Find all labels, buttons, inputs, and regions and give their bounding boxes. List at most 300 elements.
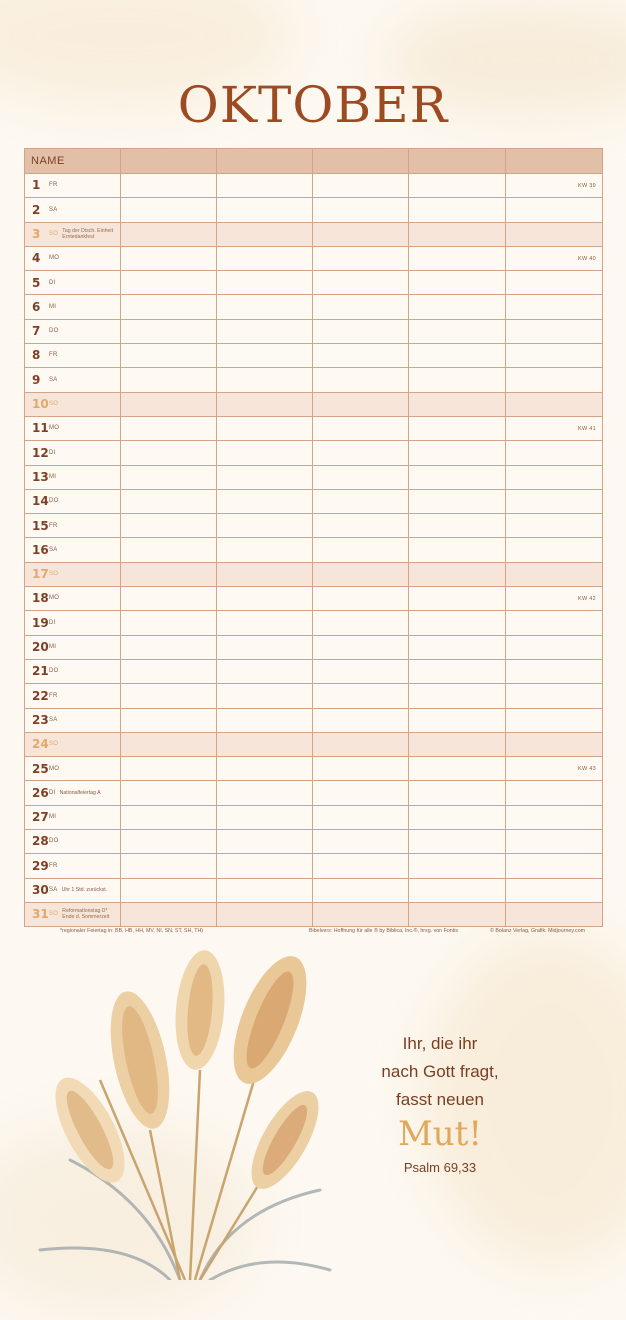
footer-bible-credit: Bibelvers: Hoffnung für alle ® by Biblica, Inc.®, hrsg. von Fontis: [309, 928, 459, 934]
weekday-label: DI: [49, 789, 56, 796]
day-row: [25, 319, 603, 343]
entry-cell[interactable]: [506, 902, 603, 926]
entry-cell[interactable]: [409, 441, 506, 465]
weekday-label: MO: [49, 255, 60, 262]
entry-cell[interactable]: [313, 635, 409, 659]
holiday-note: Tag der Dtsch. Einheit Erntedankfest: [62, 228, 114, 240]
entry-cell[interactable]: [409, 732, 506, 756]
day-number: 21: [32, 664, 49, 679]
entry-cell[interactable]: [409, 538, 506, 562]
entry-cell[interactable]: [409, 319, 506, 343]
day-number: 5: [32, 275, 41, 290]
weekday-label: SO: [49, 401, 59, 408]
day-number: 20: [32, 640, 49, 655]
footer-holiday-note: *regionaler Feiertag in: BB, HB, HH, MV, NI, SN, ST, SH, TH): [60, 928, 204, 934]
day-row: [25, 587, 603, 611]
entry-cell[interactable]: [409, 611, 506, 635]
day-cell[interactable]: [25, 659, 121, 683]
entry-cell[interactable]: [217, 781, 313, 805]
weekday-label: FR: [49, 352, 58, 359]
entry-cell[interactable]: [121, 295, 217, 319]
entry-cell[interactable]: [217, 659, 313, 683]
day-number: 26: [32, 785, 49, 800]
calendar-week-label: KW 40: [577, 255, 596, 262]
entry-cell[interactable]: [121, 757, 217, 781]
weekday-label: SA: [49, 376, 58, 383]
entry-cell[interactable]: [217, 854, 313, 878]
day-row: [25, 684, 603, 708]
weekday-label: FR: [49, 182, 58, 189]
entry-cell[interactable]: [121, 902, 217, 926]
day-row: [25, 222, 603, 246]
weekday-label: SA: [49, 887, 58, 894]
day-cell[interactable]: [25, 854, 121, 878]
day-row: [25, 174, 603, 198]
weekday-label: DO: [49, 498, 59, 505]
day-cell[interactable]: [25, 538, 121, 562]
entry-cell[interactable]: [506, 854, 603, 878]
day-cell[interactable]: [25, 805, 121, 829]
entry-cell[interactable]: [506, 732, 603, 756]
day-cell[interactable]: [25, 562, 121, 586]
entry-cell[interactable]: [506, 295, 603, 319]
day-cell[interactable]: [25, 902, 121, 926]
entry-cell[interactable]: [313, 587, 409, 611]
entry-cell[interactable]: [409, 708, 506, 732]
entry-cell[interactable]: [313, 392, 409, 416]
entry-cell[interactable]: [121, 732, 217, 756]
name-column-header[interactable]: [409, 149, 506, 174]
weekday-label: FR: [49, 522, 58, 529]
day-row: [25, 441, 603, 465]
entry-cell[interactable]: [506, 465, 603, 489]
entry-cell[interactable]: [506, 878, 603, 902]
family-planner-table: [24, 148, 603, 927]
quote-highlight-word: Mut!: [397, 1114, 483, 1154]
entry-cell[interactable]: [313, 538, 409, 562]
day-cell[interactable]: [25, 732, 121, 756]
day-number: 18: [32, 591, 49, 606]
entry-cell[interactable]: [506, 416, 603, 440]
calendar-week-label: KW 43: [577, 766, 596, 773]
weekday-label: SO: [49, 911, 59, 918]
name-column-header[interactable]: [121, 149, 217, 174]
entry-cell[interactable]: [217, 441, 313, 465]
entry-cell[interactable]: [313, 732, 409, 756]
entry-cell[interactable]: [506, 246, 603, 270]
entry-cell[interactable]: [217, 708, 313, 732]
month-title: OKTOBER: [177, 76, 449, 134]
entry-cell[interactable]: [313, 781, 409, 805]
entry-cell[interactable]: [313, 416, 409, 440]
weekday-label: SA: [49, 206, 58, 213]
entry-cell[interactable]: [409, 587, 506, 611]
entry-cell[interactable]: [121, 441, 217, 465]
entry-cell[interactable]: [121, 708, 217, 732]
entry-cell[interactable]: [121, 416, 217, 440]
entry-cell[interactable]: [313, 344, 409, 368]
weekday-label: SA: [49, 546, 58, 553]
entry-cell[interactable]: [121, 271, 217, 295]
entry-cell[interactable]: [217, 514, 313, 538]
entry-cell[interactable]: [217, 757, 313, 781]
entry-cell[interactable]: [506, 538, 603, 562]
holiday-note: Uhr 1 Std. zurückst.: [61, 887, 108, 894]
entry-cell[interactable]: [409, 174, 506, 198]
weekday-label: DO: [49, 838, 59, 845]
entry-cell[interactable]: [121, 514, 217, 538]
entry-cell[interactable]: [121, 854, 217, 878]
entry-cell[interactable]: [217, 392, 313, 416]
entry-cell[interactable]: [217, 635, 313, 659]
weekday-label: DI: [49, 619, 56, 626]
weekday-label: MI: [49, 303, 57, 310]
weekday-label: MO: [49, 765, 60, 772]
day-row: [25, 368, 603, 392]
bible-verse-quote: [370, 1030, 510, 1175]
weekday-label: DO: [49, 668, 59, 675]
entry-cell[interactable]: [121, 659, 217, 683]
entry-cell[interactable]: [217, 732, 313, 756]
entry-cell[interactable]: [409, 781, 506, 805]
entry-cell[interactable]: [409, 659, 506, 683]
day-number: 3: [32, 227, 41, 241]
entry-cell[interactable]: [313, 805, 409, 829]
entry-cell[interactable]: [506, 392, 603, 416]
entry-cell[interactable]: [313, 465, 409, 489]
entry-cell[interactable]: [121, 198, 217, 222]
day-cell[interactable]: [25, 878, 121, 902]
day-cell[interactable]: [25, 489, 121, 513]
holiday-note: Nationalfeiertag A: [59, 789, 101, 796]
entry-cell[interactable]: [121, 344, 217, 368]
entry-cell[interactable]: [506, 805, 603, 829]
day-number: 10: [32, 397, 49, 412]
day-cell[interactable]: [25, 781, 121, 805]
entry-cell[interactable]: [217, 587, 313, 611]
day-cell[interactable]: [25, 246, 121, 270]
day-cell[interactable]: [25, 441, 121, 465]
entry-cell[interactable]: [506, 174, 603, 198]
day-number: 23: [32, 712, 49, 727]
entry-cell[interactable]: [409, 830, 506, 854]
day-cell[interactable]: [25, 635, 121, 659]
entry-cell[interactable]: [217, 246, 313, 270]
entry-cell[interactable]: [313, 854, 409, 878]
entry-cell[interactable]: [409, 878, 506, 902]
day-row: [25, 198, 603, 222]
day-number: 13: [32, 469, 49, 484]
calendar-body: [25, 174, 603, 927]
day-cell[interactable]: [25, 611, 121, 635]
entry-cell[interactable]: [121, 611, 217, 635]
entry-cell[interactable]: [313, 174, 409, 198]
day-row: [25, 295, 603, 319]
entry-cell[interactable]: [506, 684, 603, 708]
day-cell[interactable]: [25, 222, 121, 246]
day-cell[interactable]: [25, 708, 121, 732]
day-number: 19: [32, 615, 49, 630]
weekday-label: SO: [49, 231, 59, 237]
day-cell[interactable]: [25, 416, 121, 440]
weekday-label: SO: [49, 741, 59, 748]
calendar-week-label: KW 39: [577, 183, 596, 189]
day-row: [25, 854, 603, 878]
entry-cell[interactable]: [313, 198, 409, 222]
entry-cell[interactable]: [409, 344, 506, 368]
name-column-header[interactable]: [506, 149, 603, 174]
entry-cell[interactable]: [313, 611, 409, 635]
entry-cell[interactable]: [121, 830, 217, 854]
entry-cell[interactable]: [506, 271, 603, 295]
day-row: [25, 830, 603, 854]
entry-cell[interactable]: [409, 198, 506, 222]
name-header: NAME: [25, 149, 121, 174]
day-number: 15: [32, 518, 49, 533]
entry-cell[interactable]: [409, 805, 506, 829]
day-cell[interactable]: [25, 392, 121, 416]
entry-cell[interactable]: [217, 295, 313, 319]
day-number: 30: [32, 883, 49, 898]
entry-cell[interactable]: [409, 489, 506, 513]
day-cell[interactable]: [25, 830, 121, 854]
entry-cell[interactable]: [121, 635, 217, 659]
day-cell[interactable]: [25, 295, 121, 319]
entry-cell[interactable]: [409, 295, 506, 319]
weekday-label: MO: [49, 595, 60, 602]
entry-cell[interactable]: [313, 222, 409, 246]
entry-cell[interactable]: [217, 878, 313, 902]
entry-cell[interactable]: [313, 441, 409, 465]
entry-cell[interactable]: [217, 805, 313, 829]
day-row: [25, 781, 603, 805]
entry-cell[interactable]: [409, 271, 506, 295]
entry-cell[interactable]: [121, 878, 217, 902]
day-row: [25, 708, 603, 732]
entry-cell[interactable]: [217, 368, 313, 392]
day-cell[interactable]: [25, 368, 121, 392]
day-row: [25, 538, 603, 562]
entry-cell[interactable]: [121, 319, 217, 343]
quote-line: fasst neuen: [396, 1090, 484, 1109]
entry-cell[interactable]: [409, 854, 506, 878]
entry-cell[interactable]: [506, 635, 603, 659]
entry-cell[interactable]: [313, 684, 409, 708]
entry-cell[interactable]: [409, 222, 506, 246]
day-row: [25, 344, 603, 368]
day-number: 1: [32, 178, 41, 193]
day-number: 6: [32, 299, 41, 314]
entry-cell[interactable]: [121, 684, 217, 708]
calendar-week-label: KW 41: [577, 425, 596, 432]
entry-cell[interactable]: [506, 659, 603, 683]
entry-cell[interactable]: [506, 368, 603, 392]
entry-cell[interactable]: [217, 902, 313, 926]
day-number: 12: [32, 445, 49, 460]
entry-cell[interactable]: [506, 781, 603, 805]
name-column-header[interactable]: [313, 149, 409, 174]
entry-cell[interactable]: [409, 684, 506, 708]
day-cell[interactable]: [25, 271, 121, 295]
entry-cell[interactable]: [506, 587, 603, 611]
entry-cell[interactable]: [217, 174, 313, 198]
entry-cell[interactable]: [313, 562, 409, 586]
entry-cell[interactable]: [506, 198, 603, 222]
day-number: 25: [32, 761, 49, 776]
entry-cell[interactable]: [313, 295, 409, 319]
entry-cell[interactable]: [409, 757, 506, 781]
entry-cell[interactable]: [217, 538, 313, 562]
entry-cell[interactable]: [313, 246, 409, 270]
entry-cell[interactable]: [121, 392, 217, 416]
entry-cell[interactable]: [506, 441, 603, 465]
day-cell[interactable]: [25, 684, 121, 708]
entry-cell[interactable]: [217, 344, 313, 368]
day-row: [25, 878, 603, 902]
entry-cell[interactable]: [313, 368, 409, 392]
entry-cell[interactable]: [217, 611, 313, 635]
day-row: [25, 805, 603, 829]
entry-cell[interactable]: [217, 198, 313, 222]
day-number: 31: [32, 907, 49, 922]
day-cell[interactable]: [25, 514, 121, 538]
day-row: [25, 514, 603, 538]
entry-cell[interactable]: [217, 562, 313, 586]
entry-cell[interactable]: [217, 271, 313, 295]
entry-cell[interactable]: [313, 319, 409, 343]
entry-cell[interactable]: [121, 538, 217, 562]
entry-cell[interactable]: [313, 271, 409, 295]
quote-line: nach Gott fragt,: [381, 1062, 499, 1081]
entry-cell[interactable]: [506, 757, 603, 781]
day-cell[interactable]: [25, 319, 121, 343]
day-row: [25, 902, 603, 926]
day-number: 4: [32, 251, 41, 266]
entry-cell[interactable]: [506, 319, 603, 343]
day-cell[interactable]: [25, 757, 121, 781]
entry-cell[interactable]: [217, 222, 313, 246]
entry-cell[interactable]: [506, 514, 603, 538]
day-number: 8: [32, 348, 41, 363]
weekday-label: MI: [49, 644, 57, 651]
entry-cell[interactable]: [121, 805, 217, 829]
weekday-label: DI: [49, 449, 56, 456]
holiday-note: Reformationstag D* Ende d. Sommerzeit: [62, 908, 110, 921]
entry-cell[interactable]: [506, 708, 603, 732]
entry-cell[interactable]: [313, 830, 409, 854]
entry-cell[interactable]: [313, 708, 409, 732]
entry-cell[interactable]: [313, 757, 409, 781]
entry-cell[interactable]: [506, 344, 603, 368]
entry-cell[interactable]: [313, 902, 409, 926]
day-number: 27: [32, 810, 49, 825]
entry-cell[interactable]: [409, 246, 506, 270]
weekday-label: MI: [49, 473, 57, 480]
entry-cell[interactable]: [121, 489, 217, 513]
weekday-label: DO: [49, 328, 59, 335]
entry-cell[interactable]: [217, 830, 313, 854]
day-number: 14: [32, 494, 49, 509]
entry-cell[interactable]: [506, 611, 603, 635]
day-number: 2: [32, 202, 41, 217]
entry-cell[interactable]: [121, 246, 217, 270]
weekday-label: DI: [49, 279, 56, 286]
entry-cell[interactable]: [506, 830, 603, 854]
entry-cell[interactable]: [121, 368, 217, 392]
day-cell[interactable]: [25, 174, 121, 198]
day-number: 11: [32, 421, 49, 436]
entry-cell[interactable]: [409, 514, 506, 538]
day-row: [25, 489, 603, 513]
entry-cell[interactable]: [506, 489, 603, 513]
entry-cell[interactable]: [121, 781, 217, 805]
entry-cell[interactable]: [121, 587, 217, 611]
day-number: 16: [32, 542, 49, 557]
day-row: [25, 635, 603, 659]
entry-cell[interactable]: [409, 368, 506, 392]
entry-cell[interactable]: [217, 319, 313, 343]
day-cell[interactable]: [25, 344, 121, 368]
entry-cell[interactable]: [409, 635, 506, 659]
table-header-row: [25, 149, 603, 174]
day-number: 9: [32, 372, 41, 387]
entry-cell[interactable]: [506, 222, 603, 246]
day-row: [25, 465, 603, 489]
entry-cell[interactable]: [121, 174, 217, 198]
day-row: [25, 246, 603, 270]
day-row: [25, 416, 603, 440]
day-row: [25, 392, 603, 416]
day-row: [25, 732, 603, 756]
weekday-label: SO: [49, 571, 59, 578]
entry-cell[interactable]: [409, 392, 506, 416]
day-cell[interactable]: [25, 198, 121, 222]
entry-cell[interactable]: [217, 416, 313, 440]
entry-cell[interactable]: [217, 489, 313, 513]
day-row: [25, 271, 603, 295]
day-row: [25, 611, 603, 635]
entry-cell[interactable]: [313, 878, 409, 902]
entry-cell[interactable]: [409, 416, 506, 440]
entry-cell[interactable]: [409, 465, 506, 489]
day-number: 24: [32, 737, 49, 752]
entry-cell[interactable]: [121, 562, 217, 586]
day-cell[interactable]: [25, 587, 121, 611]
entry-cell[interactable]: [313, 489, 409, 513]
entry-cell[interactable]: [313, 514, 409, 538]
day-row: [25, 562, 603, 586]
entry-cell[interactable]: [506, 562, 603, 586]
weekday-label: MI: [49, 814, 57, 821]
pampas-grass-illustration: [30, 950, 350, 1280]
weekday-label: MO: [49, 425, 60, 432]
day-cell[interactable]: [25, 465, 121, 489]
day-row: [25, 659, 603, 683]
entry-cell[interactable]: [217, 684, 313, 708]
day-number: 22: [32, 688, 49, 703]
entry-cell[interactable]: [409, 562, 506, 586]
entry-cell[interactable]: [121, 465, 217, 489]
entry-cell[interactable]: [313, 659, 409, 683]
day-row: [25, 757, 603, 781]
weekday-label: SA: [49, 716, 58, 723]
day-number: 28: [32, 834, 49, 849]
name-column-header[interactable]: [217, 149, 313, 174]
entry-cell[interactable]: [121, 222, 217, 246]
weekday-label: FR: [49, 862, 58, 869]
entry-cell[interactable]: [217, 465, 313, 489]
entry-cell[interactable]: [409, 902, 506, 926]
